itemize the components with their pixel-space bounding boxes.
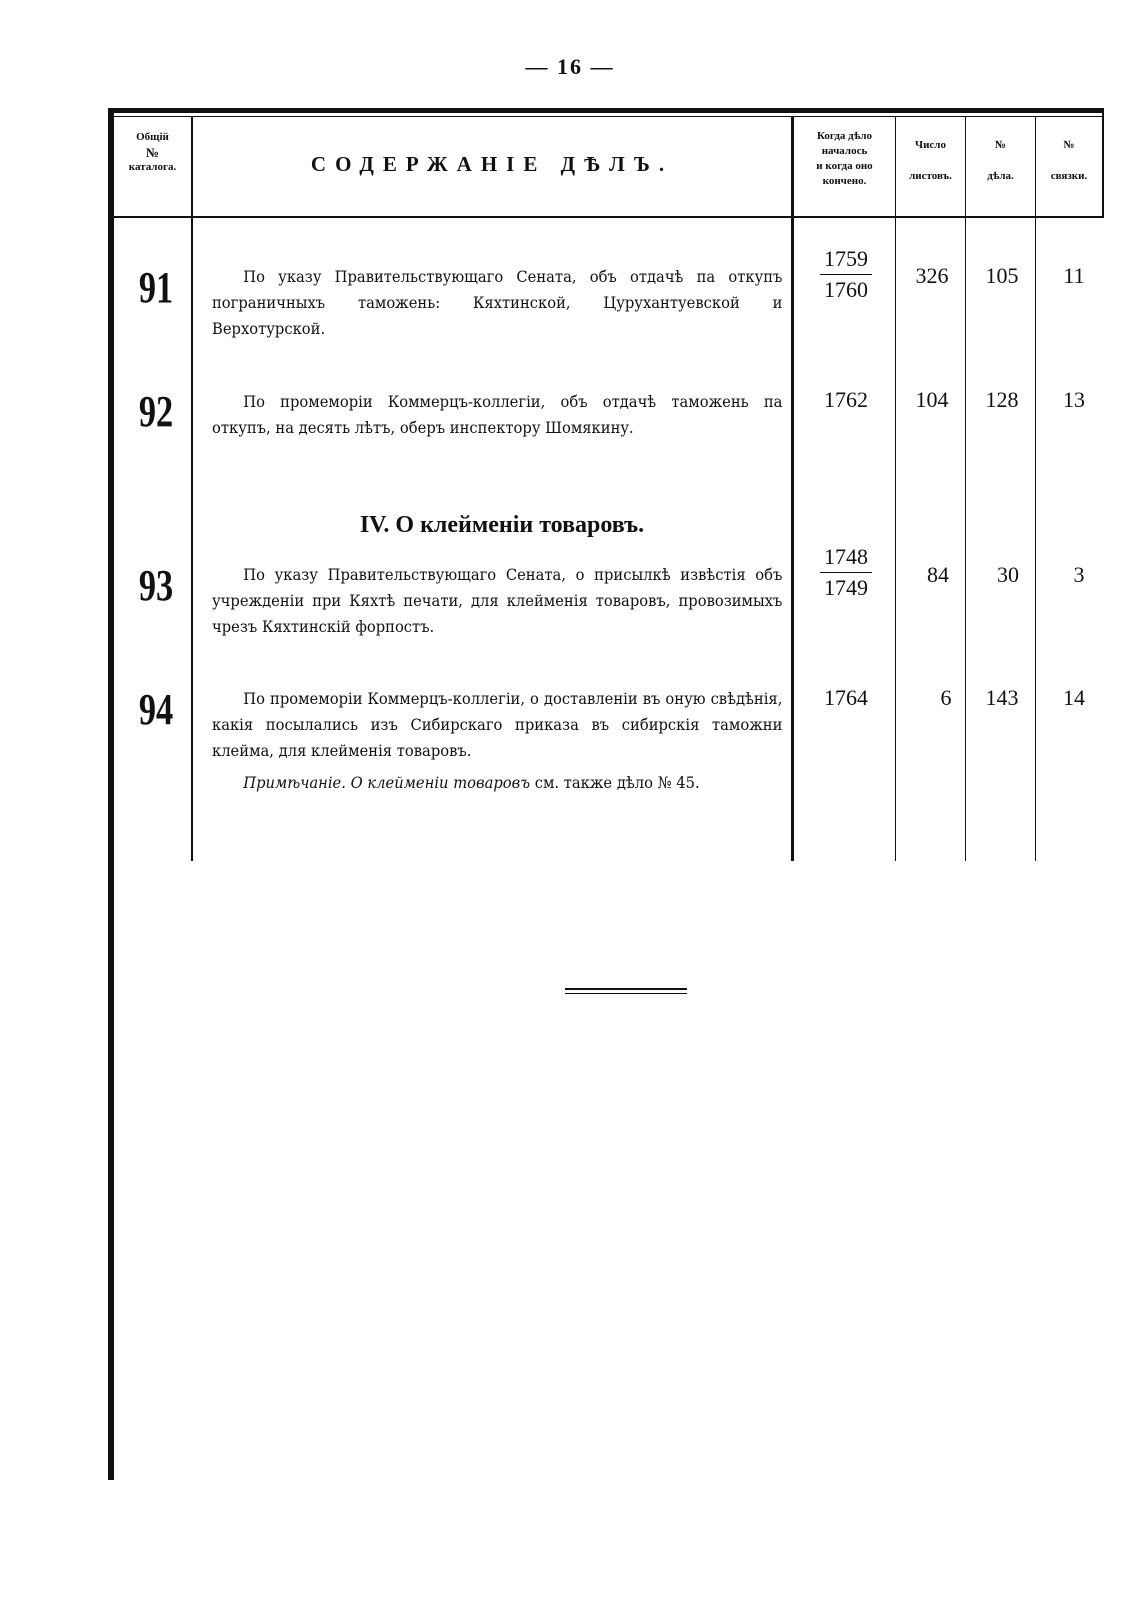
header-catalog-line: Общій: [136, 131, 169, 143]
column-divider: [895, 116, 896, 861]
fraction-line: [820, 274, 872, 275]
header-title: СОДЕРЖАНІЕ ДѢЛЪ.: [310, 152, 674, 176]
header-bundle-line: связки.: [1050, 170, 1088, 182]
table-top-rule-thin: [108, 116, 1103, 117]
end-rule: [565, 993, 687, 994]
section-heading: IV. О клейменіи товаровъ.: [359, 512, 645, 538]
case-description: По указу Правительствующаго Сената, объ отдачѣ па откупъ пограничныхъ таможень: Кяхтинской, Цурухантуевской и Верхотурской.: [212, 267, 783, 338]
catalog-number: 94: [138, 685, 174, 734]
column-divider: [791, 116, 794, 861]
sheet-count: 84: [927, 562, 949, 587]
header-case: [966, 138, 1035, 184]
case-note: [212, 770, 782, 796]
catalog-number: 92: [138, 387, 174, 436]
column-divider: [965, 116, 966, 861]
date-to: 1749: [824, 575, 868, 600]
sheet-count: 6: [940, 685, 952, 710]
header-case-line: №: [994, 139, 1007, 151]
fraction-line: [820, 572, 872, 573]
header-dates: [794, 129, 895, 189]
note-label: Примѣчаніе. О клейменіи товаровъ: [243, 773, 531, 792]
note-text: см. также дѣло № 45.: [530, 773, 700, 792]
table-left-border: [108, 108, 114, 1480]
bundle-number: 11: [1063, 263, 1085, 288]
column-divider: [1035, 116, 1036, 861]
header-bundle-line: №: [1063, 139, 1075, 151]
case-description: По промеморіи Коммерцъ-коллегіи, объ отдачѣ таможень па откупъ, на десять лѣтъ, оберъ инспектору Шомякину.: [212, 392, 783, 437]
date-from: 1748: [824, 544, 868, 569]
page-number: — 16 —: [525, 54, 615, 79]
case-number: 30: [997, 562, 1019, 587]
date-range: [806, 244, 886, 305]
case-description: По промеморіи Коммерцъ-коллегіи, о доставленіи въ оную свѣдѣнія, какія посылались изъ Сибирскаго приказа въ сибирскія таможни клейма, для клейменія товаровъ.: [212, 689, 783, 760]
date-from: 1759: [824, 246, 868, 271]
date-single: 1762: [824, 387, 868, 412]
catalog-number: 91: [138, 263, 174, 312]
header-catalog-line: №: [145, 145, 160, 160]
bundle-number: 14: [1063, 685, 1085, 710]
date-single: 1764: [824, 685, 868, 710]
sheet-count: 104: [915, 387, 949, 412]
case-number: 128: [985, 387, 1019, 412]
case-description: По указу Правительствующаго Сената, о присылкѣ извѣстія объ учрежденіи при Кяхтѣ печати, для клейменія товаровъ, провозимыхъ чрезъ Кяхтинскій форпостъ.: [212, 565, 783, 636]
header-case-line: дѣла.: [987, 170, 1014, 182]
header-sheets-line: листовъ.: [909, 170, 952, 182]
bundle-number: 3: [1073, 562, 1085, 587]
case-number: 105: [985, 263, 1019, 288]
end-rule: [565, 988, 687, 990]
header-dates-line: и когда оно: [816, 160, 873, 172]
header-sheets: [896, 138, 965, 184]
catalog-number: 93: [138, 561, 174, 610]
header-catalog: [114, 130, 191, 175]
header-bundle: [1036, 138, 1102, 184]
table-top-rule: [108, 108, 1103, 113]
case-number: 143: [985, 685, 1019, 710]
header-sheets-line: Число: [915, 139, 946, 151]
bundle-number: 13: [1063, 387, 1085, 412]
header-catalog-line: каталога.: [128, 161, 177, 173]
sheet-count: 326: [915, 263, 949, 288]
table-header-rule: [108, 216, 1103, 218]
header-dates-line: началось: [821, 145, 868, 157]
date-to: 1760: [824, 277, 868, 302]
column-divider: [191, 116, 193, 861]
column-divider: [1102, 108, 1104, 218]
date-range: [806, 542, 886, 603]
header-dates-line: Когда дѣло: [816, 130, 873, 142]
header-dates-line: кончено.: [822, 175, 867, 187]
